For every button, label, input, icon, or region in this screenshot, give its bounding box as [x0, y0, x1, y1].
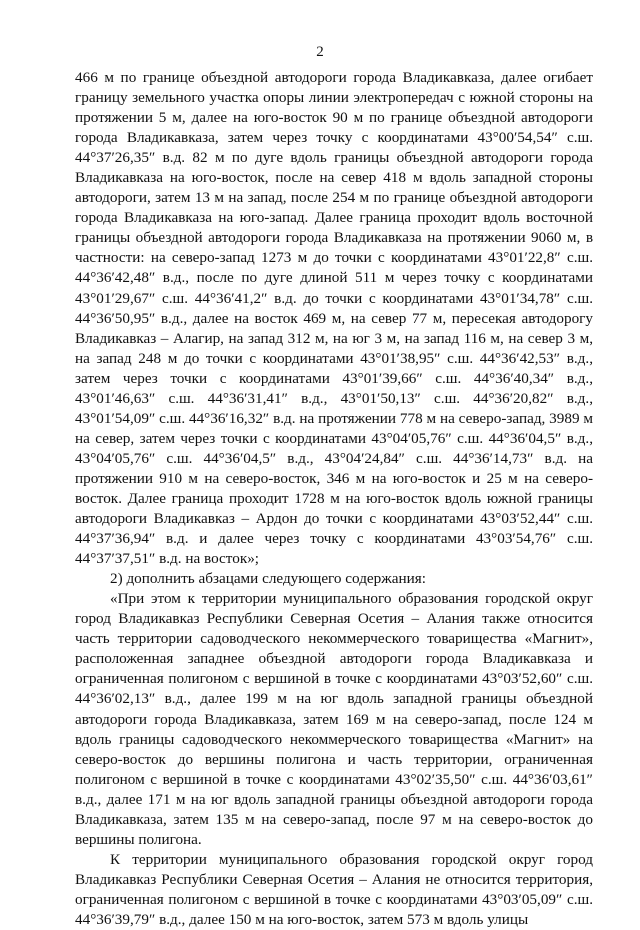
document-body [75, 68, 593, 930]
paragraph-amendment-intro: 2) дополнить абзацами следующего содержания: [110, 570, 426, 588]
paragraph-boundary-description: 466 м по границе объездной автодороги города Владикавказа, далее огибает границу земельного участка опоры линии электропередач с южной стороны на протяжении 5 м, далее на юго-восток 90 м по границе объездной автодороги города Владикавказа, затем через точку с координатами 43°00′54,54″ с.ш. 44°37′26,35″ в.д. 82 м по дуге вдоль границы объездной автодороги города Владикавказа на юго-восток, после на север 418 м вдоль западной стороны автодороги, затем 13 м на запад, после 254 м по границе объездной автодороги города Владикавказа на юго-запад. Далее граница проходит вдоль восточной границы объездной автодороги города Владикавказа на протяжении 9060 м, в частности: на северо-запад 1273 м до точки с координатами 43°01′22,8″ с.ш. 44°36′42,48″ в.д., после по дуге длиной 511 м через точку с координатами 43°01′29,67″ с.ш. 44°36′41,2″ в.д. до точки с координатами 43°01′34,78″ с.ш. 44°36′50,95″ в.д., далее на восток 469 м, на север 77 м, пересекая автодорогу Владикавказ – Алагир, на запад 312 м, на юг 3 м, на запад 116 м, на север 3 м, на запад 248 м до точки с координатами 43°01′38,95″ с.ш. 44°36′42,53″ в.д., затем через точки с координатами 43°01′39,66″ с.ш. 44°36′40,34″ в.д., 43°01′46,63″ с.ш. 44°36′31,41″ в.д., 43°01′50,13″ с.ш. 44°36′20,82″ в.д., 43°01′54,09″ с.ш. 44°36′16,32″ в.д. на протяжении 778 м на северо-запад, 3989 м на север, затем через точки с координатами 43°04′05,76″ с.ш. 44°36′04,5″ в.д., 43°04′05,76″ с.ш. 44°36′04,5″ в.д., 43°04′24,84″ с.ш. 44°36′14,73″ в.д. на протяжении 910 м на северо-восток, 346 м на юго-восток и 25 м на северо-восток. Далее граница проходит 1728 м на юго-восток вдоль южной границы автодороги Владикавказ – Ардон до точки с координатами 43°03′52,44″ с.ш. 44°37′36,94″ в.д. и далее через точку с координатами 43°03′54,76″ с.ш. 44°37′37,51″ в.д. на восток»; [75, 69, 593, 568]
page-number: 2 [316, 44, 324, 60]
paragraph-excluded-territory: К территории муниципального образования городской округ город Владикавказ Республики Северная Осетия – Алания не относится территория, ограниченная полигоном с вершиной в точке с координатами 43°03′05,09″ с.ш. 44°36′39,79″ в.д., далее 150 м на юго-восток, затем 573 м вдоль улицы [75, 850, 593, 928]
paragraph-included-territory: «При этом к территории муниципального образования городской округ город Владикавказ Республики Северная Осетия – Алания также относится часть территории садоводческого некоммерческого товарищества «Магнит», расположенная западнее объездной автодороги города Владикавказа и ограниченная полигоном с вершиной в точке с координатами 43°03′52,60″ с.ш. 44°36′02,13″ в.д., далее 199 м на юг вдоль западной границы объездной автодороги города Владикавказа, затем 169 м на северо-запад, после 124 м вдоль границы садоводческого некоммерческого товарищества «Магнит» на северо-восток до вершины полигона и часть территории, ограниченная полигоном с вершиной в точке с координатами 43°02′35,50″ с.ш. 44°36′03,61″ в.д., далее 171 м на юг вдоль западной границы объездной автодороги города Владикавказа, затем 135 м на северо-запад, после 97 м на северо-восток до вершины полигона. [75, 590, 593, 848]
